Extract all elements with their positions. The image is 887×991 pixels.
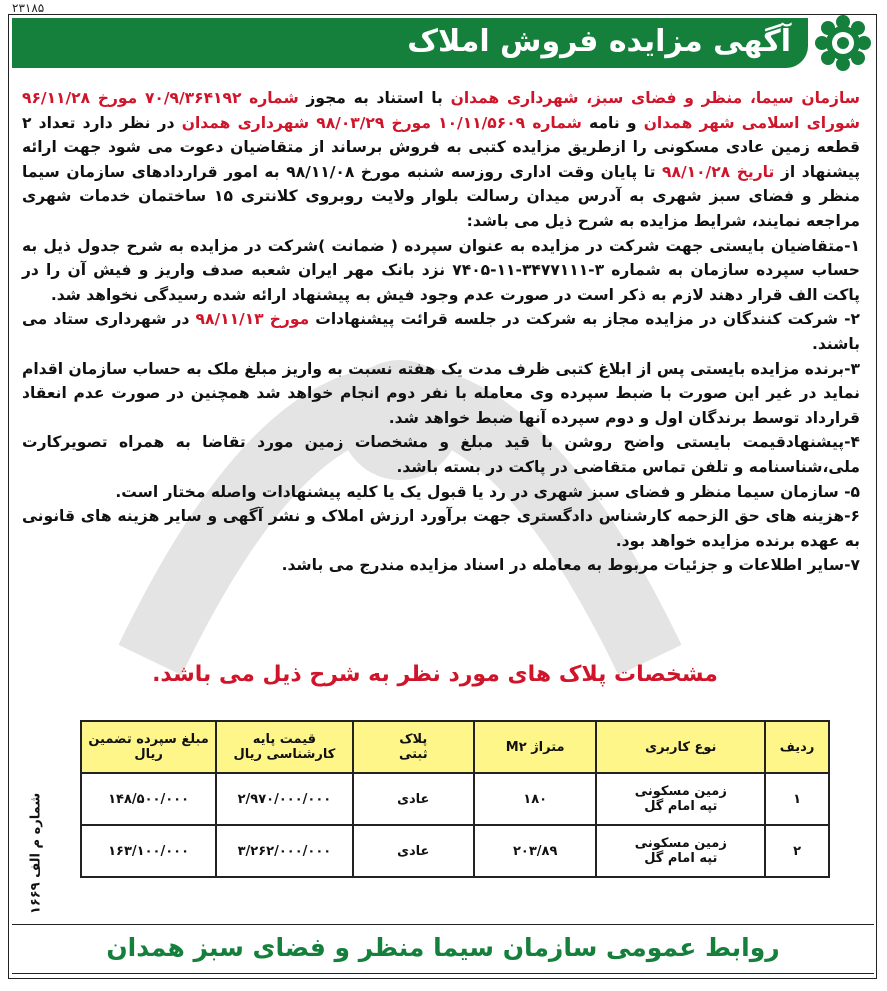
cell-area: ۱۸۰ bbox=[474, 773, 597, 825]
col-area: متراژ M۲ bbox=[474, 721, 597, 773]
condition-3: ۳-برنده مزایده بایستی پس از ابلاغ کتبی ظرف مدت یک هفته نسبت به واریز مبلغ ملک به حساب سازمان اقدام نماید در غیر این صورت با ضبط سپرده وی معامله با نفر دوم انجام خواهد شد همچنین در صورت عدم انعقاد قرارداد توسط برندگان اول و دوم سپرده آنها ضبط خواهد شد. bbox=[22, 359, 860, 427]
side-reference-number: شماره م الف ۱۶۶۹ bbox=[28, 792, 44, 915]
cell-row: ۲ bbox=[765, 825, 829, 877]
table-row bbox=[81, 773, 829, 825]
col-deposit: مبلغ سپرده تضمین ریال bbox=[81, 721, 216, 773]
col-row: ردیف bbox=[765, 721, 829, 773]
plates-heading: مشخصات پلاک های مورد نظر به شرح ذیل می باشد. bbox=[152, 662, 718, 687]
condition-4: ۴-پیشنهادقیمت بایستی واضح روشن با قید مبلغ و مشخصات زمین مورد تقاضا به همراه تصویرکارت ملی،شناسنامه و تلفن تماس متقاضی در پاکت در بسته باشد. bbox=[22, 433, 860, 476]
cell-row: ۱ bbox=[765, 773, 829, 825]
cell-plate: عادی bbox=[353, 773, 474, 825]
page-title: آگهی مزایده فروش املاک bbox=[407, 24, 791, 59]
condition-7: ۷-سایر اطلاعات و جزئیات مربوط به معامله در اسناد مزایده مندرج می باشد. bbox=[281, 556, 860, 575]
announcement-body bbox=[22, 86, 860, 578]
organization-emblem-icon bbox=[814, 14, 872, 72]
col-usage: نوع کاربری bbox=[596, 721, 765, 773]
condition-5: ۵- سازمان سیما منظر و فضای سبز شهری در رد یا قبول یک یا کلیه پیشنهادات واصله مختار است. bbox=[115, 482, 860, 501]
cell-deposit: ۱۴۸/۵۰۰/۰۰۰ bbox=[81, 773, 216, 825]
cell-area: ۲۰۳/۸۹ bbox=[474, 825, 597, 877]
cell-base-price: ۲/۹۷۰/۰۰۰/۰۰۰ bbox=[216, 773, 352, 825]
cell-deposit: ۱۶۳/۱۰۰/۰۰۰ bbox=[81, 825, 216, 877]
cell-base-price: ۳/۲۶۲/۰۰۰/۰۰۰ bbox=[216, 825, 352, 877]
col-base-price: قیمت پایه کارشناسی ریال bbox=[216, 721, 352, 773]
intro-paragraph: سازمان سیما، منظر و فضای سبز، شهرداری همدان با استناد به مجوز شماره ۷۰/۹/۳۶۴۱۹۲ مورخ ۹۶/۱۱/۲۸ شورای اسلامی شهر همدان و نامه شماره ۱۰/۱۱/۵۶۰۹ مورخ ۹۸/۰۳/۲۹ شهرداری همدان در نظر دارد تعداد ۲ قطعه زمین عادی مسکونی را ازطریق مزایده کتبی به فروش برساند از متقاضیان دعوت می شود جهت ارائه پیشنهاد از تاریخ ۹۸/۱۰/۲۸ تا پایان وقت اداری روزسه شنبه مورخ ۹۸/۱۱/۰۸ به امور قراردادهای سازمان سیما منظر و فضای سبز شهری به آدرس میدان رسالت بلوار ولایت روبروی کلانتری ۱۵ ساختمان خدمات شهری مراجعه نمایند، شرایط مزایده به شرح ذیل می باشد: bbox=[22, 89, 861, 230]
ad-number: ۲۳۱۸۵ bbox=[12, 1, 45, 15]
cell-usage: زمین مسکونی تپه امام گل bbox=[596, 825, 765, 877]
table-header-row bbox=[81, 721, 829, 773]
footer bbox=[12, 924, 874, 974]
plates-table bbox=[80, 720, 830, 878]
footer-text: روابط عمومی سازمان سیما منظر و فضای سبز همدان bbox=[106, 933, 780, 962]
condition-1: ۱-متقاضیان بایستی جهت شرکت در مزایده به عنوان سپرده ( ضمانت )شرکت در مزایده به شرح جدول ذیل به حساب سپرده سازمان به شماره ۳-۳۴۷۷۱۱۱-۱۱-۷۴۰۵ نزد بانک مهر ایران شعبه صدف واریز و فیش آن را در پاکت الف قرار دهند لازم به ذکر است در صورت عدم وجود فیش به پیشنهاد ارائه شده رسیدگی نخواهد شد. bbox=[22, 236, 860, 304]
col-plate: پلاک ثبتی bbox=[353, 721, 474, 773]
condition-2: ۲- شرکت کنندگان در مزایده مجاز به شرکت در جلسه قرائت پیشنهادات مورخ ۹۸/۱۱/۱۳ در شهرداری ستاد می باشند. bbox=[22, 310, 861, 353]
cell-usage: زمین مسکونی تپه امام گل bbox=[596, 773, 765, 825]
condition-6: ۶-هزینه های حق الزحمه کارشناس دادگستری جهت برآورد ارزش املاک و نشر آگهی و سایر هزینه های قانونی به عهده برنده مزایده خواهد بود. bbox=[22, 507, 860, 550]
cell-plate: عادی bbox=[353, 825, 474, 877]
table-row bbox=[81, 825, 829, 877]
